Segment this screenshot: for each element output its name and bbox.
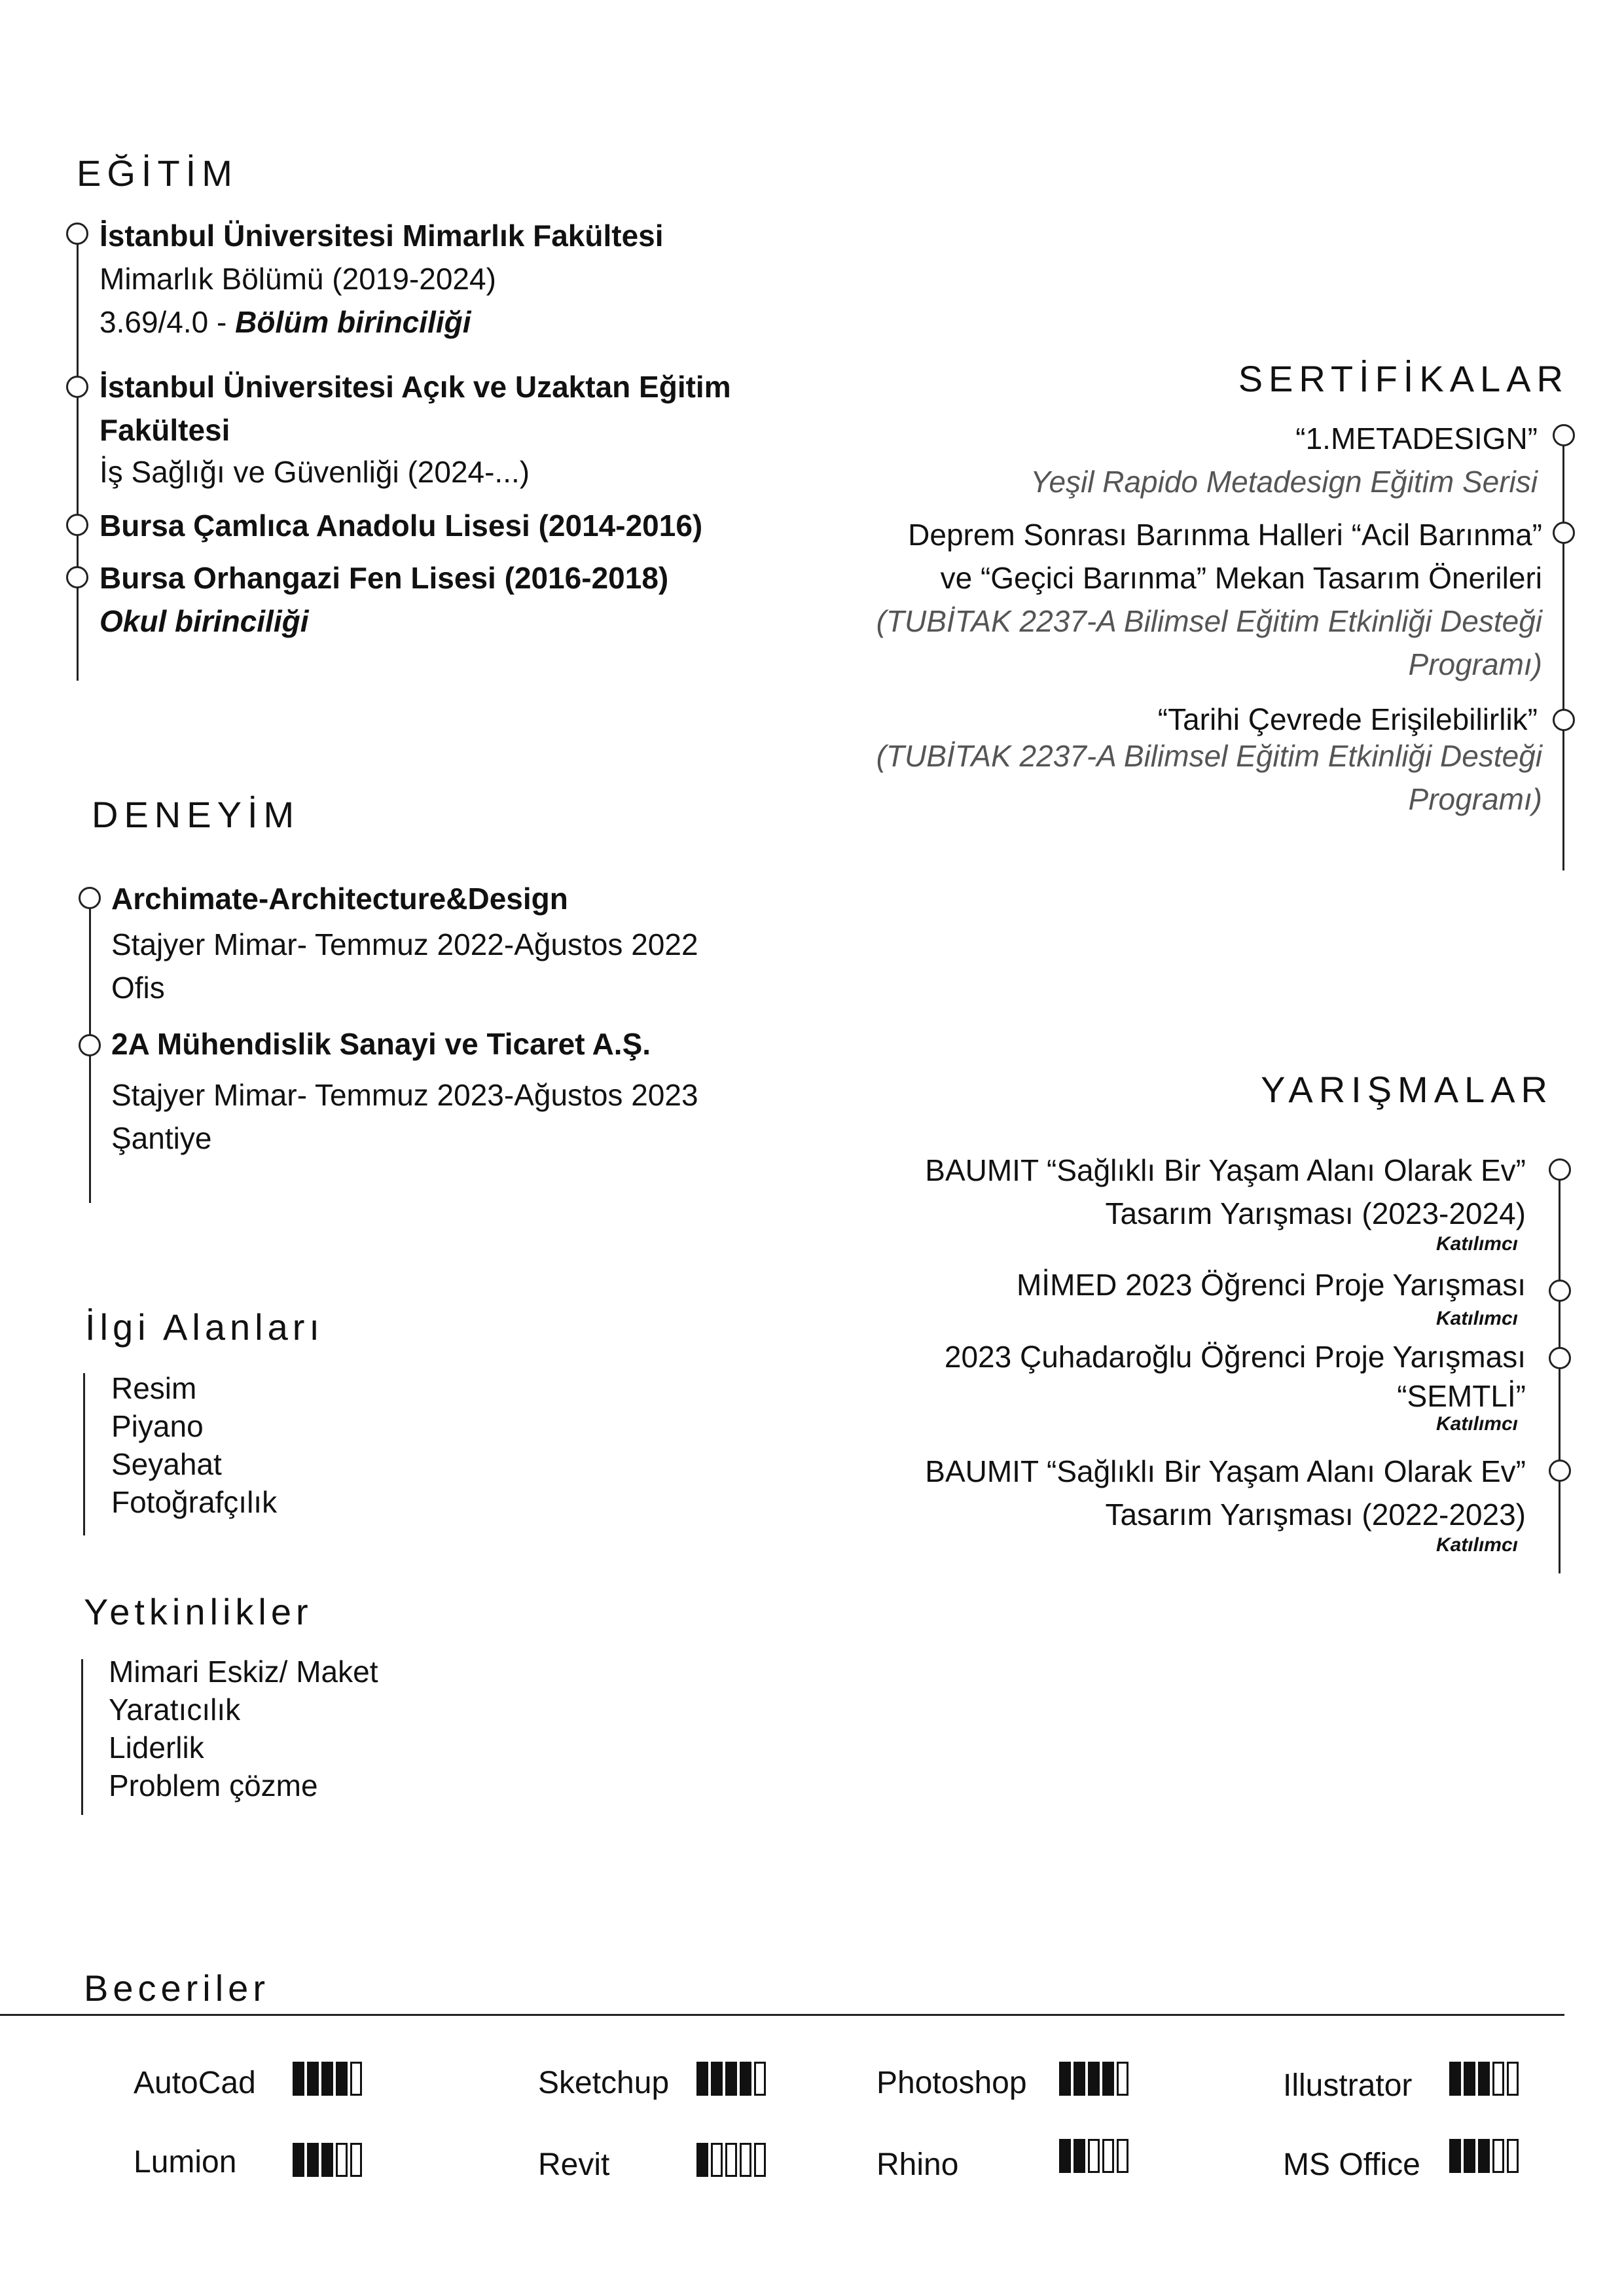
skill-bar-filled bbox=[307, 2062, 319, 2096]
certificate-2-title-line1: Deprem Sonrası Barınma Halleri “Acil Barınma” bbox=[908, 518, 1542, 552]
skill-level-bar bbox=[1059, 2139, 1128, 2173]
list-item: Yaratıcılık bbox=[109, 1693, 241, 1727]
skill-bar-empty bbox=[1117, 2139, 1128, 2173]
competitions-timeline-line bbox=[1559, 1166, 1561, 1573]
skill-bar-empty bbox=[754, 2062, 766, 2096]
certificate-1-subtitle: Yeşil Rapido Metadesign Eğitim Serisi bbox=[1030, 465, 1538, 499]
skill-bar-filled bbox=[293, 2143, 304, 2177]
certificate-2-subtitle-line1: (TUBİTAK 2237-A Bilimsel Eğitim Etkinliği Desteği bbox=[876, 604, 1542, 638]
skill-bar-empty bbox=[740, 2143, 751, 2177]
skill-bar-filled bbox=[1059, 2139, 1071, 2173]
competition-3-line2: “SEMTLİ” bbox=[1397, 1379, 1526, 1413]
skill-bar-filled bbox=[1464, 2062, 1475, 2096]
skill-level-bar bbox=[1449, 2139, 1519, 2173]
experience-2-type: Şantiye bbox=[111, 1121, 212, 1155]
certificate-3-title: “Tarihi Çevrede Erişilebilirlik” bbox=[1157, 702, 1538, 736]
skill-bar-empty bbox=[754, 2143, 766, 2177]
competition-4-line2: Tasarım Yarışması (2022-2023) bbox=[1105, 1498, 1526, 1532]
skill-bar-empty bbox=[1492, 2062, 1504, 2096]
skill-level-bar bbox=[696, 2143, 766, 2177]
competition-2-role: Katılımcı bbox=[1435, 1308, 1518, 1329]
interests-line bbox=[83, 1373, 85, 1535]
education-timeline-line bbox=[77, 229, 79, 681]
abilities-line bbox=[81, 1659, 83, 1815]
list-item: Fotoğrafçılık bbox=[111, 1485, 278, 1519]
education-1-detail: Mimarlık Bölümü (2019-2024) bbox=[99, 262, 496, 296]
education-2-detail: İş Sağlığı ve Güvenliği (2024-...) bbox=[99, 455, 530, 489]
competition-1-role: Katılımcı bbox=[1435, 1233, 1518, 1255]
skill-bar-filled bbox=[1059, 2062, 1071, 2096]
list-item: Liderlik bbox=[109, 1731, 204, 1765]
timeline-node bbox=[1549, 1280, 1571, 1302]
timeline-node bbox=[66, 223, 88, 245]
skill-photoshop-label: Photoshop bbox=[876, 2066, 1027, 2100]
skill-level-bar bbox=[1449, 2062, 1519, 2096]
education-2-title-line2: Fakültesi bbox=[99, 413, 230, 447]
experience-heading: DENEYİM bbox=[92, 794, 300, 835]
competition-3-role: Katılımcı bbox=[1435, 1413, 1518, 1435]
certificate-3-subtitle-line1: (TUBİTAK 2237-A Bilimsel Eğitim Etkinliği Desteği bbox=[876, 739, 1542, 773]
education-4-detail: Okul birinciliği bbox=[99, 604, 309, 638]
timeline-node bbox=[1549, 1460, 1571, 1482]
abilities-heading: Yetkinlikler bbox=[84, 1591, 313, 1632]
skill-bar-filled bbox=[1478, 2139, 1490, 2173]
skill-bar-empty bbox=[336, 2143, 348, 2177]
skill-bar-empty bbox=[725, 2143, 737, 2177]
interests-list bbox=[111, 1369, 277, 1521]
skill-bar-filled bbox=[1074, 2062, 1085, 2096]
skill-bar-filled bbox=[1102, 2062, 1114, 2096]
list-item: Resim bbox=[111, 1371, 197, 1405]
skill-bar-filled bbox=[293, 2062, 304, 2096]
experience-1-role: Stajyer Mimar- Temmuz 2022-Ağustos 2022 bbox=[111, 927, 698, 961]
timeline-node bbox=[66, 566, 88, 588]
skills-divider bbox=[0, 2014, 1564, 2016]
education-2-title-line1: İstanbul Üniversitesi Açık ve Uzaktan Eğitim bbox=[99, 370, 731, 404]
timeline-node bbox=[1553, 522, 1575, 544]
skill-sketchup-label: Sketchup bbox=[538, 2066, 670, 2100]
skill-bar-empty bbox=[1492, 2139, 1504, 2173]
competition-4-line1: BAUMIT “Sağlıklı Bir Yaşam Alanı Olarak Ev” bbox=[925, 1454, 1526, 1488]
competition-4-role: Katılımcı bbox=[1435, 1534, 1518, 1556]
experience-2-title: 2A Mühendislik Sanayi ve Ticaret A.Ş. bbox=[111, 1027, 651, 1061]
skill-bar-empty bbox=[711, 2143, 723, 2177]
skill-bar-filled bbox=[336, 2062, 348, 2096]
list-item: Mimari Eskiz/ Maket bbox=[109, 1655, 378, 1689]
timeline-node bbox=[1549, 1158, 1571, 1181]
skill-bar-filled bbox=[725, 2062, 737, 2096]
skill-bar-filled bbox=[696, 2143, 708, 2177]
skill-bar-filled bbox=[1464, 2139, 1475, 2173]
competition-1-line1: BAUMIT “Sağlıklı Bir Yaşam Alanı Olarak Ev” bbox=[925, 1153, 1526, 1187]
certificates-heading: SERTİFİKALAR bbox=[1238, 358, 1569, 399]
skill-bar-filled bbox=[307, 2143, 319, 2177]
skill-bar-filled bbox=[1449, 2062, 1461, 2096]
education-3-title: Bursa Çamlıca Anadolu Lisesi (2014-2016) bbox=[99, 509, 703, 543]
skill-bar-filled bbox=[696, 2062, 708, 2096]
timeline-node bbox=[66, 514, 88, 536]
skill-level-bar bbox=[293, 2062, 362, 2096]
skill-bar-empty bbox=[350, 2143, 362, 2177]
skill-bar-filled bbox=[1478, 2062, 1490, 2096]
abilities-list bbox=[109, 1653, 378, 1804]
skill-bar-empty bbox=[1088, 2139, 1100, 2173]
experience-2-role: Stajyer Mimar- Temmuz 2023-Ağustos 2023 bbox=[111, 1078, 698, 1112]
skill-bar-filled bbox=[1449, 2139, 1461, 2173]
skill-level-bar bbox=[293, 2143, 362, 2177]
skill-rhino-label: Rhino bbox=[876, 2147, 959, 2182]
timeline-node bbox=[79, 887, 101, 909]
skill-illustrator-label: Illustrator bbox=[1283, 2068, 1413, 2103]
skill-bar-empty bbox=[1507, 2139, 1519, 2173]
competition-2-line1: MİMED 2023 Öğrenci Proje Yarışması bbox=[1016, 1268, 1526, 1302]
experience-1-title: Archimate-Architecture&Design bbox=[111, 882, 568, 916]
skill-bar-filled bbox=[321, 2062, 333, 2096]
experience-1-type: Ofis bbox=[111, 971, 165, 1005]
education-heading: EĞİTİM bbox=[77, 152, 238, 194]
certificate-2-subtitle-line2: Programı) bbox=[1408, 647, 1542, 681]
skill-msoffice-label: MS Office bbox=[1283, 2147, 1420, 2182]
skill-level-bar bbox=[1059, 2062, 1128, 2096]
competitions-heading: YARIŞMALAR bbox=[1261, 1069, 1553, 1110]
skill-autocad-label: AutoCad bbox=[134, 2066, 256, 2100]
education-1-title: İstanbul Üniversitesi Mimarlık Fakültesi bbox=[99, 219, 664, 253]
timeline-node bbox=[79, 1034, 101, 1056]
timeline-node bbox=[1553, 424, 1575, 446]
skill-bar-filled bbox=[711, 2062, 723, 2096]
list-item: Problem çözme bbox=[109, 1768, 318, 1803]
skill-lumion-label: Lumion bbox=[134, 2145, 237, 2179]
competition-3-line1: 2023 Çuhadaroğlu Öğrenci Proje Yarışması bbox=[944, 1340, 1526, 1374]
skill-revit-label: Revit bbox=[538, 2147, 610, 2182]
skill-level-bar bbox=[696, 2062, 766, 2096]
timeline-node bbox=[1553, 709, 1575, 731]
skill-bar-filled bbox=[321, 2143, 333, 2177]
list-item: Seyahat bbox=[111, 1447, 222, 1481]
skill-bar-filled bbox=[740, 2062, 751, 2096]
skill-bar-filled bbox=[1074, 2139, 1085, 2173]
certificate-3-subtitle-line2: Programı) bbox=[1408, 782, 1542, 816]
skill-bar-empty bbox=[1102, 2139, 1114, 2173]
skill-bar-empty bbox=[1117, 2062, 1128, 2096]
skill-bar-empty bbox=[1507, 2062, 1519, 2096]
interests-heading: İlgi Alanları bbox=[85, 1306, 324, 1348]
list-item: Piyano bbox=[111, 1409, 204, 1443]
timeline-node bbox=[66, 376, 88, 398]
education-1-gpa: 3.69/4.0 - Bölüm birinciliği bbox=[99, 305, 471, 339]
skill-bar-empty bbox=[350, 2062, 362, 2096]
skill-bar-filled bbox=[1088, 2062, 1100, 2096]
certificate-2-title-line2: ve “Geçici Barınma” Mekan Tasarım Önerileri bbox=[940, 561, 1542, 595]
timeline-node bbox=[1549, 1347, 1571, 1369]
certificate-1-title: “1.METADESIGN” bbox=[1295, 422, 1538, 456]
competition-1-line2: Tasarım Yarışması (2023-2024) bbox=[1105, 1196, 1526, 1230]
skills-heading: Beceriler bbox=[84, 1967, 270, 2009]
certificates-timeline-line bbox=[1562, 435, 1564, 870]
education-4-title: Bursa Orhangazi Fen Lisesi (2016-2018) bbox=[99, 561, 669, 595]
